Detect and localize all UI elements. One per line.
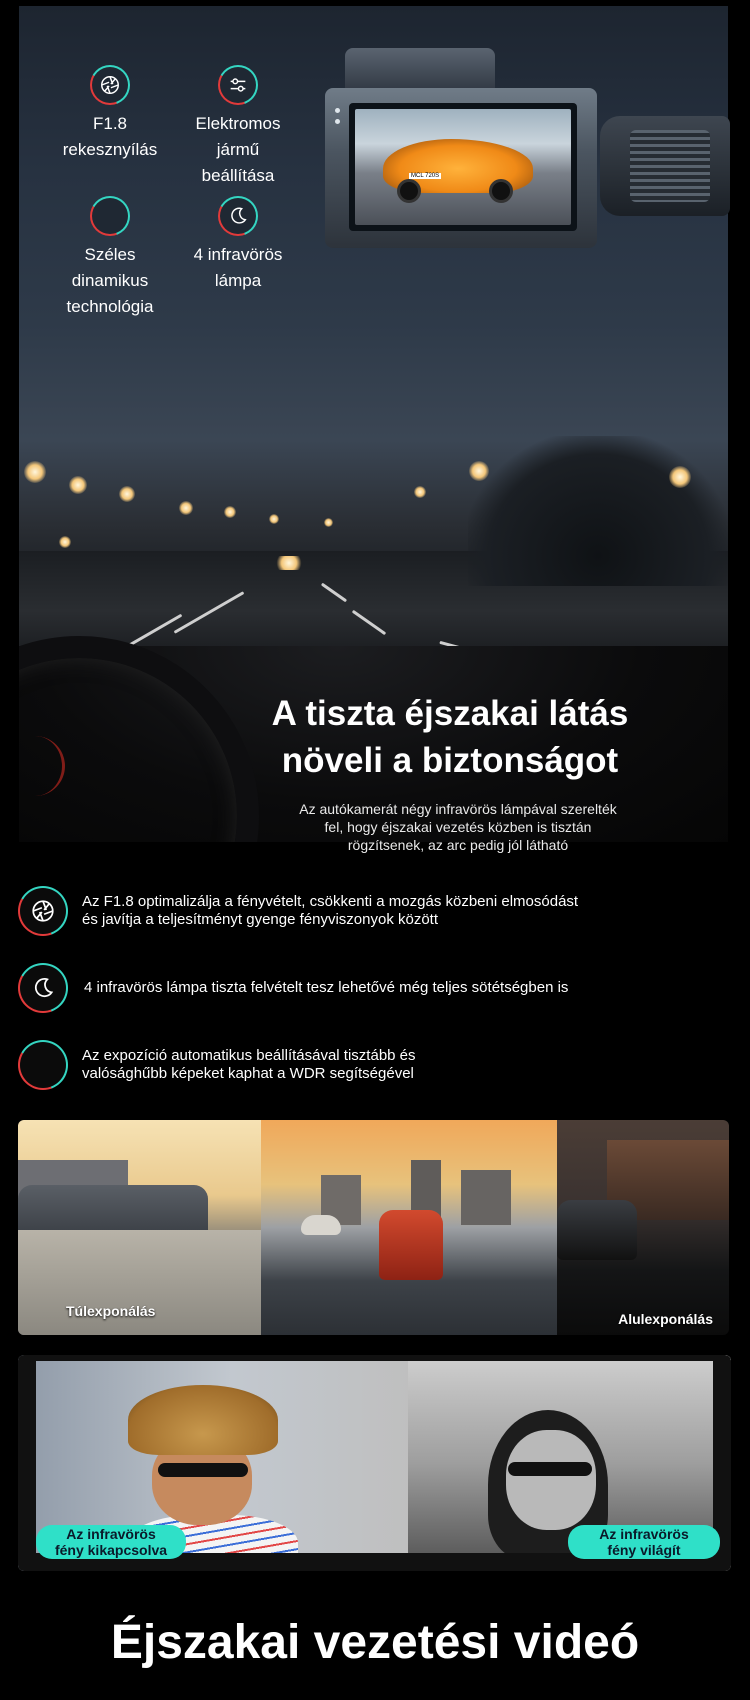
bullet-text: 4 infravörös lámpa tiszta felvételt tesz lehetővé még teljes sötétségben is [84, 979, 569, 996]
overexposure-label: Túlexponálás [66, 1303, 156, 1319]
bottom-title: Éjszakai vezetési videó [110, 1616, 640, 1669]
intro-text: Az autókamerát négy infravörös lámpával szerelték fel, hogy éjszakai vezetés közben is tisztán rögzítsenek, az arc pedig jól látható [299, 801, 617, 853]
dashcam-screen [349, 103, 577, 231]
headline-line1: A tiszta éjszakai látás [271, 694, 629, 733]
normal-panel [261, 1120, 557, 1335]
license-plate: MCL 720S [411, 173, 440, 179]
underexposure-label: Alulexponálás [618, 1311, 713, 1327]
dashcam-device [325, 48, 730, 248]
aperture-icon [30, 898, 56, 924]
sliders-icon [227, 74, 249, 96]
feature-label: Elektromos jármű beállítása [195, 114, 281, 185]
feature-ev-settings [178, 65, 298, 189]
feature-wdr [50, 196, 170, 320]
infrared-on-badge: Az infravörös fény világít [568, 1525, 720, 1559]
headline [230, 690, 670, 784]
feature-aperture [50, 65, 170, 163]
dashcam-vent [630, 130, 710, 202]
bullet-text: Az expozíció automatikus beállításával tisztább és valósághűbb képeket kaphat a WDR segítségével [82, 1047, 416, 1082]
headline-line2: növeli a biztonságot [281, 741, 619, 780]
bullet-aperture [18, 886, 728, 936]
exposure-comparison [18, 1120, 729, 1335]
bullet-text: Az F1.8 optimalizálja a fényvételt, csökkenti a mozgás közbeni elmosódást és javítja a teljesítményt gyenge fényviszonyok között [82, 893, 579, 928]
bullet-wdr [18, 1040, 728, 1090]
feature-label: Széles dinamikus technológia [66, 245, 154, 316]
infrared-comparison [18, 1355, 731, 1571]
feature-label: 4 infravörös lámpa [193, 245, 283, 290]
infrared-off-badge: Az infravörös fény kikapcsolva [36, 1525, 186, 1559]
dashcam-indicator-dots [335, 108, 341, 128]
feature-label: F1.8 rekesznyílás [62, 114, 158, 159]
trees [468, 436, 728, 586]
bullet-infrared [18, 963, 728, 1013]
underexposed-panel [557, 1120, 729, 1335]
moon-icon [227, 205, 249, 227]
aperture-icon [99, 74, 121, 96]
moon-icon [30, 975, 56, 1001]
feature-infrared [178, 196, 298, 294]
